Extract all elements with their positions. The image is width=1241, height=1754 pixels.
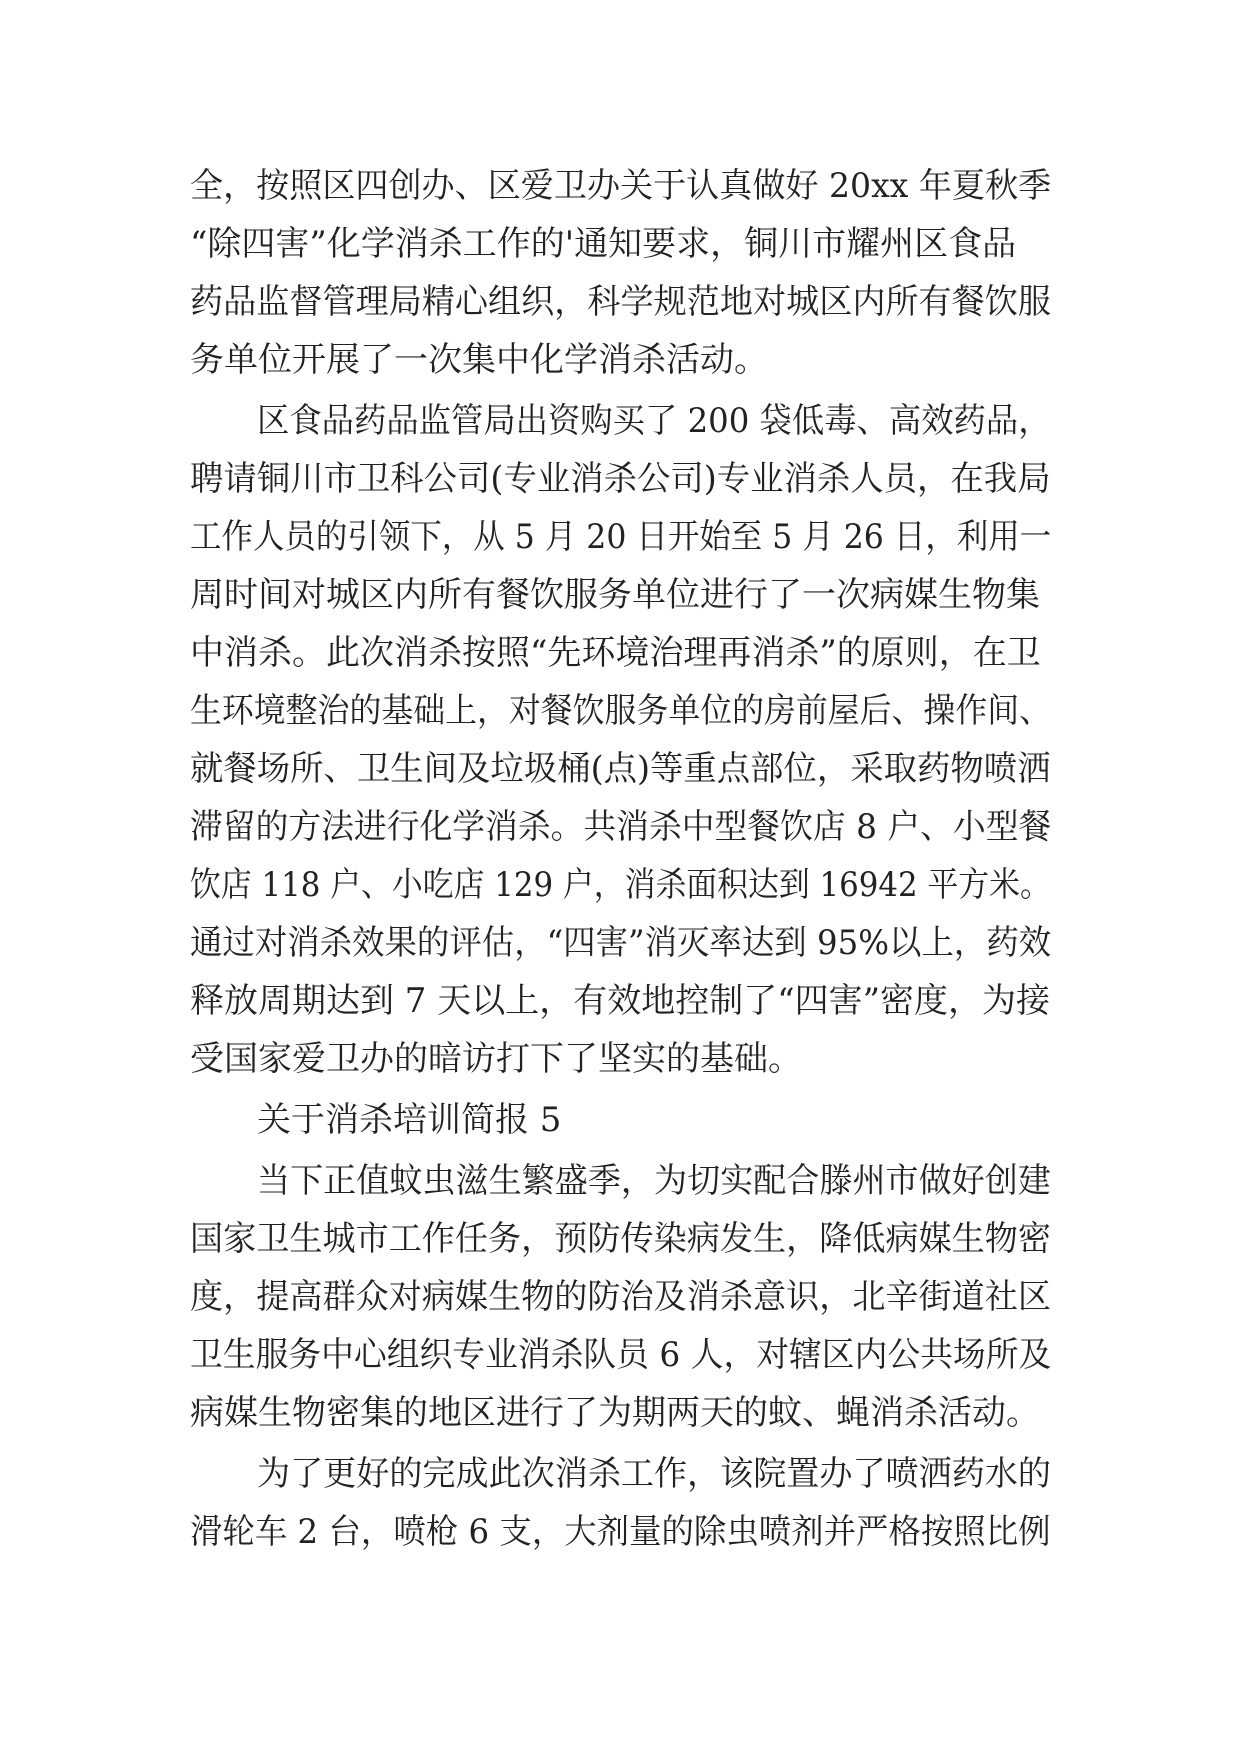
- text-line: 周时间对城区内所有餐饮服务单位进行了一次病媒生物集: [190, 575, 1040, 615]
- text-line: 释放周期达到 7 天以上，有效地控制了“四害”密度，为接: [190, 981, 1051, 1021]
- text-line: 度，提高群众对病媒生物的防治及消杀意识，北辛街道社区: [190, 1277, 1052, 1317]
- text-line: 滑轮车 2 台，喷枪 6 支，大剂量的除虫喷剂并严格按照比例: [190, 1512, 1051, 1552]
- text-line: 通过对消杀效果的评估，“四害”消灭率达到 95%以上，药效: [190, 923, 1052, 963]
- text-line: 中消杀。此次消杀按照“先环境治理再消杀”的原则，在卫: [190, 633, 1041, 673]
- text-line: 病媒生物密集的地区进行了为期两天的蚊、蝇消杀活动。: [190, 1393, 1040, 1433]
- text-line: 为了更好的完成此次消杀工作，该院置办了喷洒药水的: [257, 1454, 1051, 1494]
- text-line: 卫生服务中心组织专业消杀队员 6 人，对辖区内公共场所及: [190, 1335, 1052, 1375]
- text-line: 区食品药品监管局出资购买了 200 袋低毒、高效药品，: [257, 401, 1051, 441]
- text-line: 全，按照区四创办、区爱卫办关于认真做好 20xx 年夏秋季: [190, 166, 1052, 206]
- text-line: 生环境整治的基础上，对餐饮服务单位的房前屋后、操作间、: [190, 691, 1051, 731]
- text-line: “除四害”化学消杀工作的'通知要求，铜川市耀州区食品: [190, 224, 1017, 264]
- text-line: 聘请铜川市卫科公司(专业消杀公司)专业消杀人员，在我局: [190, 459, 1051, 499]
- text-line: 国家卫生城市工作任务，预防传染病发生，降低病媒生物密: [190, 1219, 1052, 1259]
- text-line: 务单位开展了一次集中化学消杀活动。: [190, 340, 768, 380]
- section-heading: 关于消杀培训简报 5: [257, 1100, 562, 1140]
- text-line: 饮店 118 户、小吃店 129 户，消杀面积达到 16942 平方米。: [190, 865, 1051, 905]
- text-line: 滞留的方法进行化学消杀。共消杀中型餐饮店 8 户、小型餐: [190, 807, 1052, 847]
- text-line: 当下正值蚊虫滋生繁盛季，为切实配合滕州市做好创建: [257, 1161, 1051, 1201]
- text-line: 就餐场所、卫生间及垃圾桶(点)等重点部位，采取药物喷洒: [190, 749, 1051, 789]
- text-line: 受国家爱卫办的暗访打下了坚实的基础。: [190, 1039, 802, 1079]
- text-line: 工作人员的引领下，从 5 月 20 日开始至 5 月 26 日，利用一: [190, 517, 1052, 557]
- text-line: 药品监督管理局精心组织，科学规范地对城区内所有餐饮服: [190, 282, 1052, 322]
